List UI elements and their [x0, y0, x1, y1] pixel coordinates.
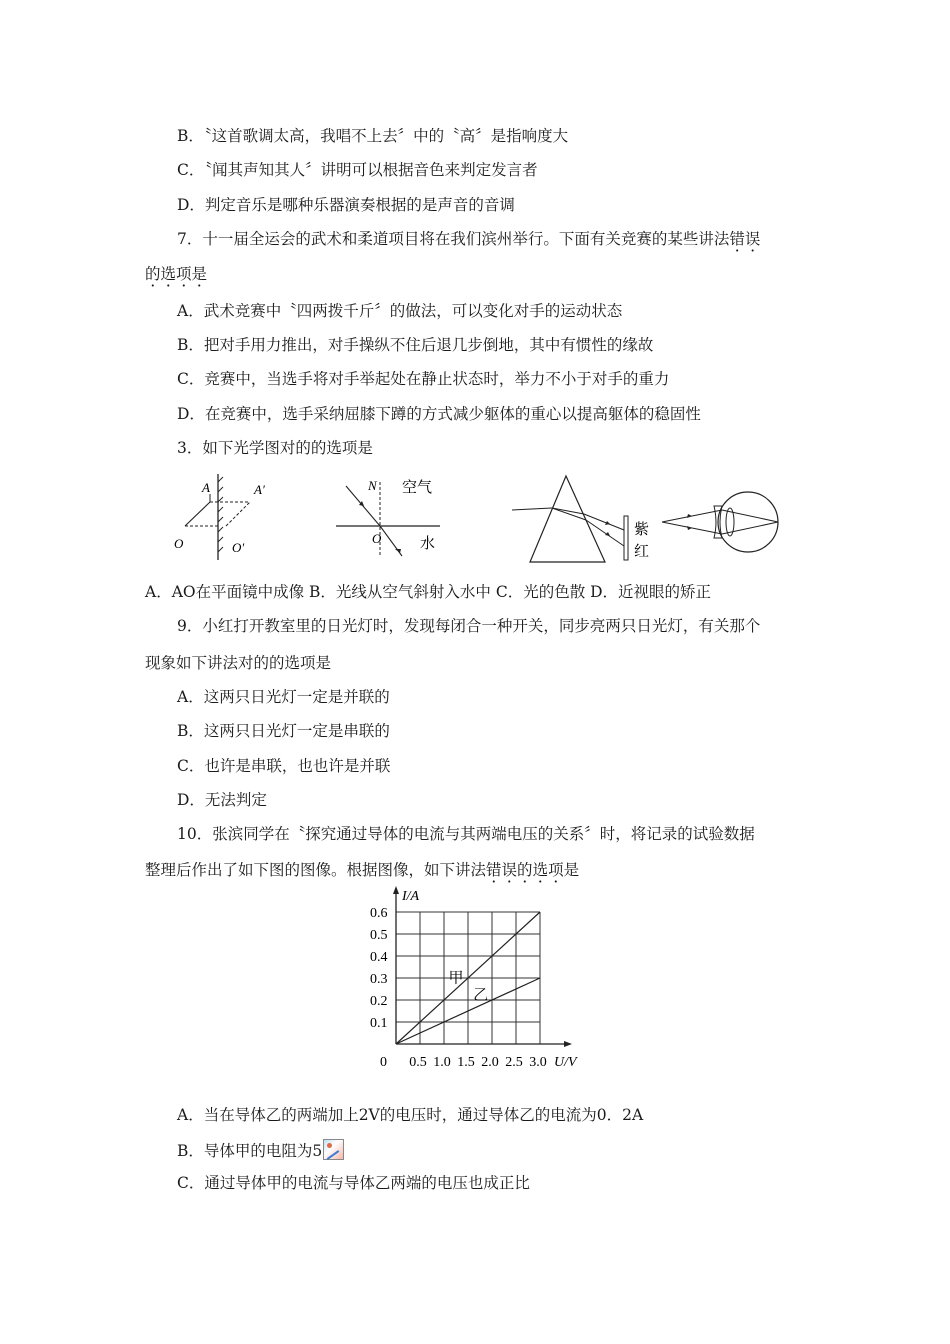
q10-emphasis-wrong: 错误的选项	[486, 861, 564, 879]
q9-option-c: C．也许是串联，也也许是并联	[177, 757, 391, 775]
y-axis-arrow	[393, 886, 399, 894]
iu-chart-svg	[340, 884, 610, 1074]
q7-option-b: B．把对手用力推出，对手操纵不住后退几步倒地，其中有惯性的缘故	[177, 336, 654, 354]
q10-stem-end: 是	[563, 861, 580, 879]
q7-option-c: C．竞赛中，当选手将对手举起处在静止状态时，举力不小于对手的重力	[177, 370, 670, 388]
q9-option-d: D．无法判定	[177, 791, 267, 809]
plane-mirror-figure	[170, 472, 280, 562]
q7-stem-text: 7．十一届全运会的武术和柔道项目将在我们滨州举行。下面有关竞赛的某些讲法	[177, 230, 730, 248]
q10-option-b-text: B．导体甲的电阻为5	[177, 1142, 323, 1160]
q6-option-d: D．判定音乐是哪种乐器演奏根据的是声音的音调	[177, 196, 515, 214]
fig3-label-red: 红	[634, 544, 650, 560]
q7-stem-line1	[177, 229, 760, 249]
x-tick-label: 2.0	[481, 1055, 499, 1070]
q10-option-c: C．通过导体甲的电流与导体乙两端的电压也成正比	[177, 1174, 530, 1192]
y-tick-label: 0.6	[370, 906, 388, 921]
q9-stem-line2: 现象如下讲法对的的选项是	[145, 654, 332, 672]
q6-option-b: B．〝这首歌调太高，我唱不上去〞中的〝高〞是指响度大	[177, 127, 569, 145]
q7-option-d: D．在竞赛中，选手采纳屈膝下蹲的方式减少躯体的重心以提高躯体的稳固性	[177, 405, 701, 423]
x-tick-label: 0.5	[409, 1055, 427, 1070]
q10-option-a: A．当在导体乙的两端加上2V的电压时，通过导体乙的电流为0．2A	[177, 1106, 644, 1124]
fig2-label-water: 水	[420, 536, 436, 552]
x-tick-label: 2.5	[505, 1055, 523, 1070]
q7-emphasis-wrong: 错误	[729, 230, 761, 248]
q9-option-a: A．这两只日光灯一定是并联的	[177, 688, 390, 706]
q6-option-c: C．〝闻其声知其人〞讲明可以根据音色来判定发言者	[177, 161, 538, 179]
q9-stem-line1: 9．小红打开教室里的日光灯时，发现每闭合一种开关，同步亮两只日光灯，有关那个	[177, 617, 761, 635]
iu-chart	[340, 884, 610, 1074]
fig2-label-air: 空气	[402, 480, 433, 496]
y-axis-label: I/A	[402, 889, 420, 904]
fig1-label-a-prime: A′	[254, 482, 265, 497]
x-tick-label: 1.5	[457, 1055, 475, 1070]
q7-stem-line2: 的选项是	[145, 265, 208, 283]
series-label-jia: 甲	[448, 970, 464, 987]
x-tick-label: 1.0	[433, 1055, 451, 1070]
x-axis-label: U/V	[554, 1055, 577, 1070]
q10-stem-text: 整理后作出了如下图的图像。根据图像，如下讲法	[145, 861, 487, 879]
dispersion-figure	[510, 470, 660, 568]
q7-option-a: A．武术竞赛中〝四两拨千斤〞的做法，可以变化对手的运动状态	[177, 302, 623, 320]
fig3-label-purple: 紫	[634, 522, 650, 538]
myopia-correction-figure	[658, 478, 783, 563]
fig2-label-o: O	[372, 531, 382, 546]
q9-option-b: B．这两只日光灯一定是串联的	[177, 722, 390, 740]
series-label-yi: 乙	[473, 987, 489, 1004]
q8-stem: 3．如下光学图对的的选项是	[177, 439, 373, 457]
q8-options: A．AO在平面镜中成像 B．光线从空气斜射入水中 C．光的色散 D．近视眼的矫正	[145, 583, 712, 601]
fig1-label-a: A	[202, 480, 210, 495]
fig1-label-o: O	[174, 536, 184, 551]
y-tick-label: 0.2	[370, 994, 388, 1009]
y-tick-label: 0.5	[370, 928, 388, 943]
q10-option-b	[177, 1139, 344, 1161]
broken-image-icon	[323, 1139, 344, 1160]
x-tick-label: 3.0	[529, 1055, 547, 1070]
origin-label: 0	[380, 1055, 387, 1070]
q10-stem-line1: 10．张滨同学在〝探究通过导体的电流与其两端电压的关系〞时，将记录的试验数据	[177, 825, 755, 843]
y-tick-label: 0.3	[370, 972, 388, 987]
q10-stem-line2	[145, 860, 579, 880]
y-tick-label: 0.1	[370, 1016, 388, 1031]
y-tick-label: 0.4	[370, 950, 388, 965]
x-axis-arrow	[564, 1041, 572, 1047]
refraction-figure	[328, 470, 448, 560]
fig1-label-o-prime: O′	[232, 540, 245, 555]
fig2-label-n: N	[368, 478, 377, 493]
